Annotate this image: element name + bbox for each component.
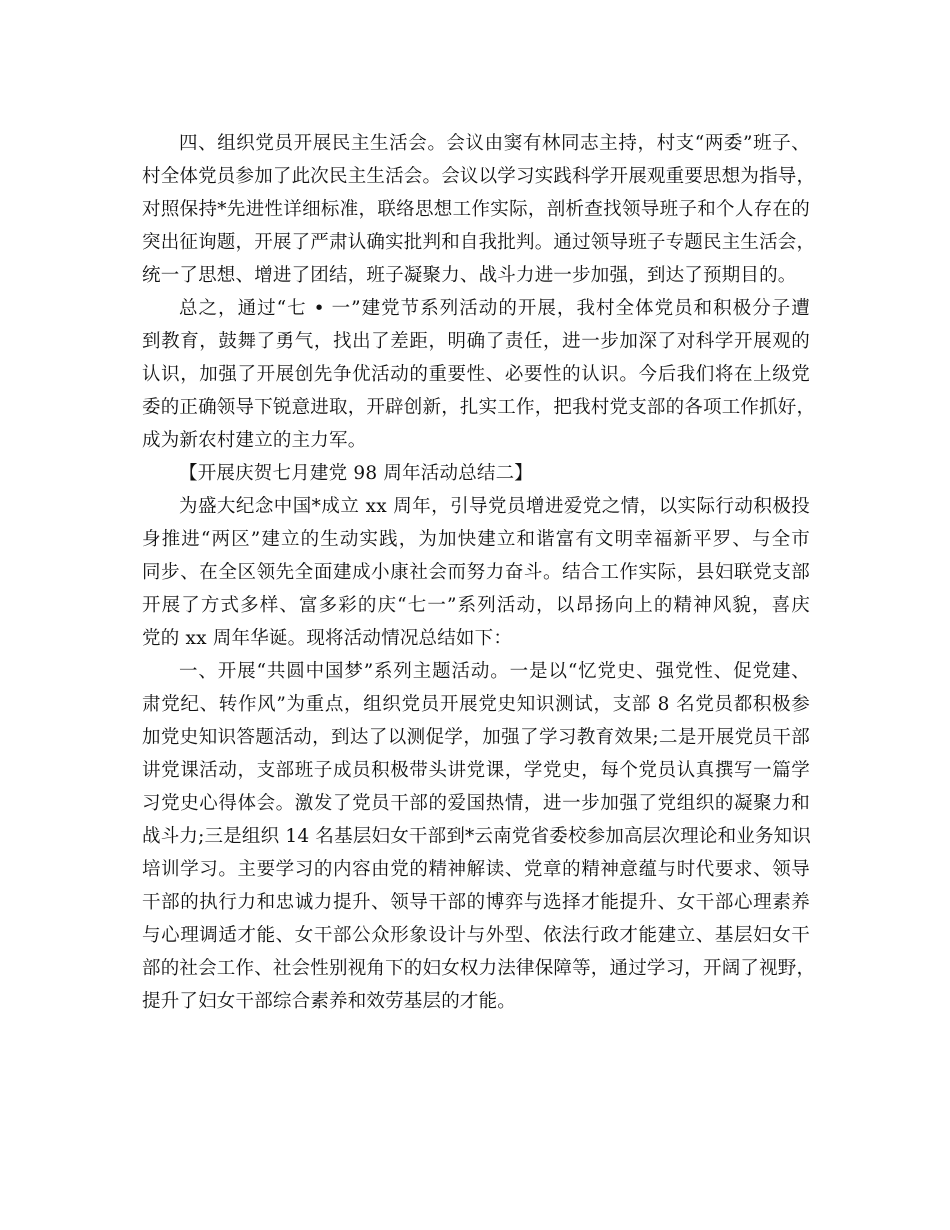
paragraph-line: 对照保持*先进性详细标准，联络思想工作实际，剖析查找领导班子和个人存在的 (142, 199, 810, 220)
paragraph-line: 为盛大纪念中国*成立 xx 周年，引导党员增进爱党之情，以实际行动积极投 (179, 496, 810, 517)
paragraph-line: 战斗力;三是组织 14 名基层妇女干部到*云南党省委校参加高层次理论和业务知识 (142, 826, 812, 847)
paragraph-line: 习党史心得体会。激发了党员干部的爱国热情，进一步加强了党组织的凝聚力和 (142, 793, 810, 814)
paragraph-line: 干部的执行力和忠诚力提升、领导干部的博弈与选择才能提升、女干部心理素养 (142, 892, 810, 913)
paragraph-line: 同步、在全区领先全面建成小康社会而努力奋斗。结合工作实际，县妇联党支部 (142, 562, 810, 583)
paragraph-line: 委的正确领导下锐意进取，开辟创新，扎实工作，把我村党支部的各项工作抓好， (142, 397, 816, 418)
paragraph-line: 统一了思想、增进了团结，班子凝聚力、战斗力进一步加强，到达了预期目的。 (142, 265, 797, 286)
section-heading-text: 【开展庆贺七月建党 98 周年活动总结二】 (179, 463, 534, 484)
paragraph-line: 党的 xx 周年华诞。现将活动情况总结如下： (142, 628, 513, 649)
paragraph-line: 培训学习。主要学习的内容由党的精神解读、党章的精神意蕴与时代要求、领导 (142, 859, 810, 880)
paragraph-line: 肃党纪、转作风”为重点，组织党员开展党史知识测试，支部 8 名党员都积极参 (142, 694, 810, 715)
paragraph-summary (142, 292, 816, 457)
paragraph-line: 突出征询题，开展了严肃认确实批判和自我批判。通过领导班子专题民主生活会， (142, 232, 816, 253)
paragraph-line: 加党史知识答题活动，到达了以测促学，加强了学习教育效果;二是开展党员干部 (142, 727, 810, 748)
paragraph-line: 一、开展“共圆中国梦”系列主题活动。一是以“忆党史、强党性、促党建、 (179, 661, 810, 682)
paragraph-line: 四、组织党员开展民主生活会。会议由窦有林同志主持，村支“两委”班子、 (179, 133, 810, 154)
paragraph-line: 身推进“两区”建立的生动实践，为加快建立和谐富有文明幸福新平罗、与全市 (142, 529, 810, 550)
paragraph-line: 讲党课活动，支部班子成员积极带头讲党课，学党史，每个党员认真撰写一篇学 (142, 760, 810, 781)
paragraph-introduction (142, 490, 810, 655)
paragraph-line: 总之，通过“七 • 一”建党节系列活动的开展，我村全体党员和积极分子遭 (179, 298, 810, 319)
paragraph-line: 到教育，鼓舞了勇气，找出了差距，明确了责任，进一步加深了对科学开展观的 (142, 331, 810, 352)
paragraph-line: 与心理调适才能、女干部公众形象设计与外型、依法行政才能建立、基层妇女干 (142, 925, 810, 946)
paragraph-line: 开展了方式多样、富多彩的庆“七一”系列活动，以昂扬向上的精神风貌，喜庆 (142, 595, 810, 616)
paragraph-line: 认识，加强了开展创先争优活动的重要性、必要性的认识。今后我们将在上级党 (142, 364, 810, 385)
paragraph-line: 提升了妇女干部综合素养和效劳基层的才能。 (142, 991, 517, 1012)
paragraph-line: 村全体党员参加了此次民主生活会。会议以学习实践科学开展观重要思想为指导， (142, 166, 816, 187)
document-body (142, 127, 816, 1018)
paragraph-line: 部的社会工作、社会性别视角下的妇女权力法律保障等，通过学习，开阔了视野， (142, 958, 816, 979)
paragraph-democratic-life-meeting (142, 127, 816, 292)
paragraph-line: 成为新农村建立的主力军。 (142, 430, 367, 451)
section-heading (142, 457, 810, 490)
paragraph-chinese-dream-activities (142, 655, 816, 1018)
